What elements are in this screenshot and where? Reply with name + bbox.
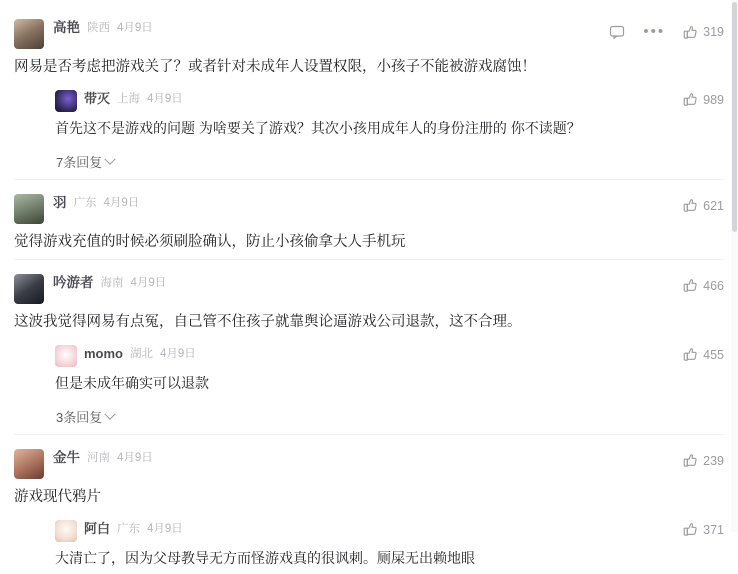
reply-meta [84, 90, 724, 108]
comment-text: 觉得游戏充值的时候必须刷脸确认，防止小孩偷拿大人手机玩 [14, 234, 406, 250]
thumbs-up-icon [683, 25, 698, 40]
region-label: 湖北 [130, 348, 153, 360]
more-replies-label: 7条回复 [56, 155, 103, 170]
more-replies-label: 3条回复 [56, 410, 103, 425]
comment-actions [683, 278, 724, 293]
reply-text: 大清亡了，因为父母教导无方而怪游戏真的很讽刺。厕屎无出赖地眼 [55, 550, 475, 566]
thumbs-up-icon [683, 347, 698, 362]
comment-meta [53, 194, 724, 212]
avatar-image [55, 345, 77, 367]
like-count: 621 [703, 198, 724, 213]
comment-header-row [14, 194, 724, 224]
comment-text: 网易是否考虑把游戏关了？或者针对未成年人设置权限，小孩子不能被游戏腐蚀！ [14, 59, 536, 75]
avatar-image [14, 194, 44, 224]
username[interactable]: momo [84, 346, 123, 361]
avatar-image [14, 274, 44, 304]
like-count: 319 [703, 25, 724, 39]
like-count: 466 [703, 278, 724, 293]
chevron-down-icon [105, 153, 116, 164]
thumbs-up-icon [683, 198, 698, 213]
username[interactable]: 吟游者 [53, 275, 94, 290]
like-button[interactable] [683, 453, 724, 468]
thumbs-up-icon [683, 453, 698, 468]
reply-meta [84, 345, 724, 363]
reply-meta [84, 520, 724, 538]
comment-item [14, 179, 724, 259]
comment-body [53, 449, 724, 467]
like-button[interactable] [683, 347, 724, 362]
like-button[interactable] [683, 198, 724, 213]
date-label: 4月9日 [147, 523, 183, 535]
avatar[interactable] [14, 194, 44, 224]
comment-bubble-icon [609, 24, 625, 40]
username[interactable]: 阿白 [84, 521, 111, 536]
comment-body [53, 274, 724, 292]
avatar[interactable] [55, 90, 77, 112]
avatar-image [14, 19, 44, 49]
date-label: 4月9日 [117, 22, 153, 34]
thumbs-up-icon [683, 92, 698, 107]
reply-actions [683, 92, 724, 107]
like-button[interactable] [683, 92, 724, 107]
reply-item [14, 345, 724, 430]
reply-header-row [15, 345, 724, 367]
region-label: 上海 [117, 93, 141, 105]
like-count: 371 [703, 522, 724, 537]
comment-body [53, 194, 724, 212]
region-label: 河南 [87, 452, 110, 464]
avatar-image [55, 90, 77, 112]
date-label: 4月9日 [103, 197, 140, 209]
comment-header-row [14, 274, 724, 304]
username[interactable]: 高艳 [53, 20, 80, 35]
more-options-button[interactable] [643, 23, 666, 40]
reply-item [14, 90, 724, 175]
comment-text: 这波我觉得网易有点冤，自己管不住孩子就靠舆论逼游戏公司退款，这不合理。 [14, 314, 522, 330]
avatar[interactable] [14, 19, 44, 49]
username[interactable]: 羽 [53, 195, 67, 210]
scrollbar-track[interactable] [731, 0, 738, 532]
reply-header-row [15, 90, 724, 112]
avatar[interactable] [14, 274, 44, 304]
comment-header-row [14, 449, 724, 479]
avatar[interactable] [55, 345, 77, 367]
chevron-down-icon [105, 408, 116, 419]
reply-text: 但是未成年确实可以退款 [55, 375, 209, 391]
region-label: 陕西 [87, 22, 110, 34]
comment-meta [53, 449, 724, 467]
username[interactable]: 带灭 [84, 91, 111, 106]
scrollbar-thumb[interactable] [732, 2, 737, 232]
like-count: 989 [703, 92, 724, 107]
avatar-image [14, 449, 44, 479]
reply-actions [683, 522, 724, 537]
show-more-replies-button[interactable] [55, 152, 114, 171]
date-label: 4月9日 [130, 277, 167, 289]
reply-actions [683, 347, 724, 362]
region-label: 广东 [117, 523, 141, 535]
like-button[interactable] [683, 278, 724, 293]
username[interactable]: 金牛 [53, 450, 80, 465]
comment-actions [683, 453, 724, 468]
avatar[interactable] [14, 449, 44, 479]
region-label: 海南 [100, 277, 124, 289]
comment-item [14, 10, 724, 179]
comment-actions [683, 198, 724, 213]
reply-body [84, 90, 724, 108]
date-label: 4月9日 [117, 452, 153, 464]
reply-header-row [15, 520, 724, 542]
thumbs-up-icon [683, 522, 698, 537]
reply-body [84, 345, 724, 363]
like-button[interactable] [683, 522, 724, 537]
reply-item [14, 520, 724, 570]
avatar-image [55, 520, 77, 542]
show-more-replies-button[interactable] [55, 407, 114, 426]
comment-item [14, 434, 724, 574]
comment-bubble-button[interactable] [609, 24, 625, 40]
reply-text: 首先这不是游戏的问题 为啥要关了游戏？其次小孩用成年人的身份注册的 你不读题？ [55, 120, 581, 136]
thumbs-up-icon [683, 278, 698, 293]
region-label: 广东 [73, 197, 97, 209]
date-label: 4月9日 [160, 348, 196, 360]
more-options-icon: ••• [643, 23, 666, 40]
comment-meta [53, 274, 724, 292]
like-button[interactable] [683, 25, 724, 40]
like-count: 455 [703, 347, 724, 362]
avatar[interactable] [55, 520, 77, 542]
comment-item [14, 259, 724, 434]
like-count: 239 [703, 453, 724, 468]
reply-body [84, 520, 724, 538]
comment-text: 游戏现代鸦片 [14, 489, 101, 505]
comment-actions [609, 24, 724, 40]
date-label: 4月9日 [147, 93, 183, 105]
